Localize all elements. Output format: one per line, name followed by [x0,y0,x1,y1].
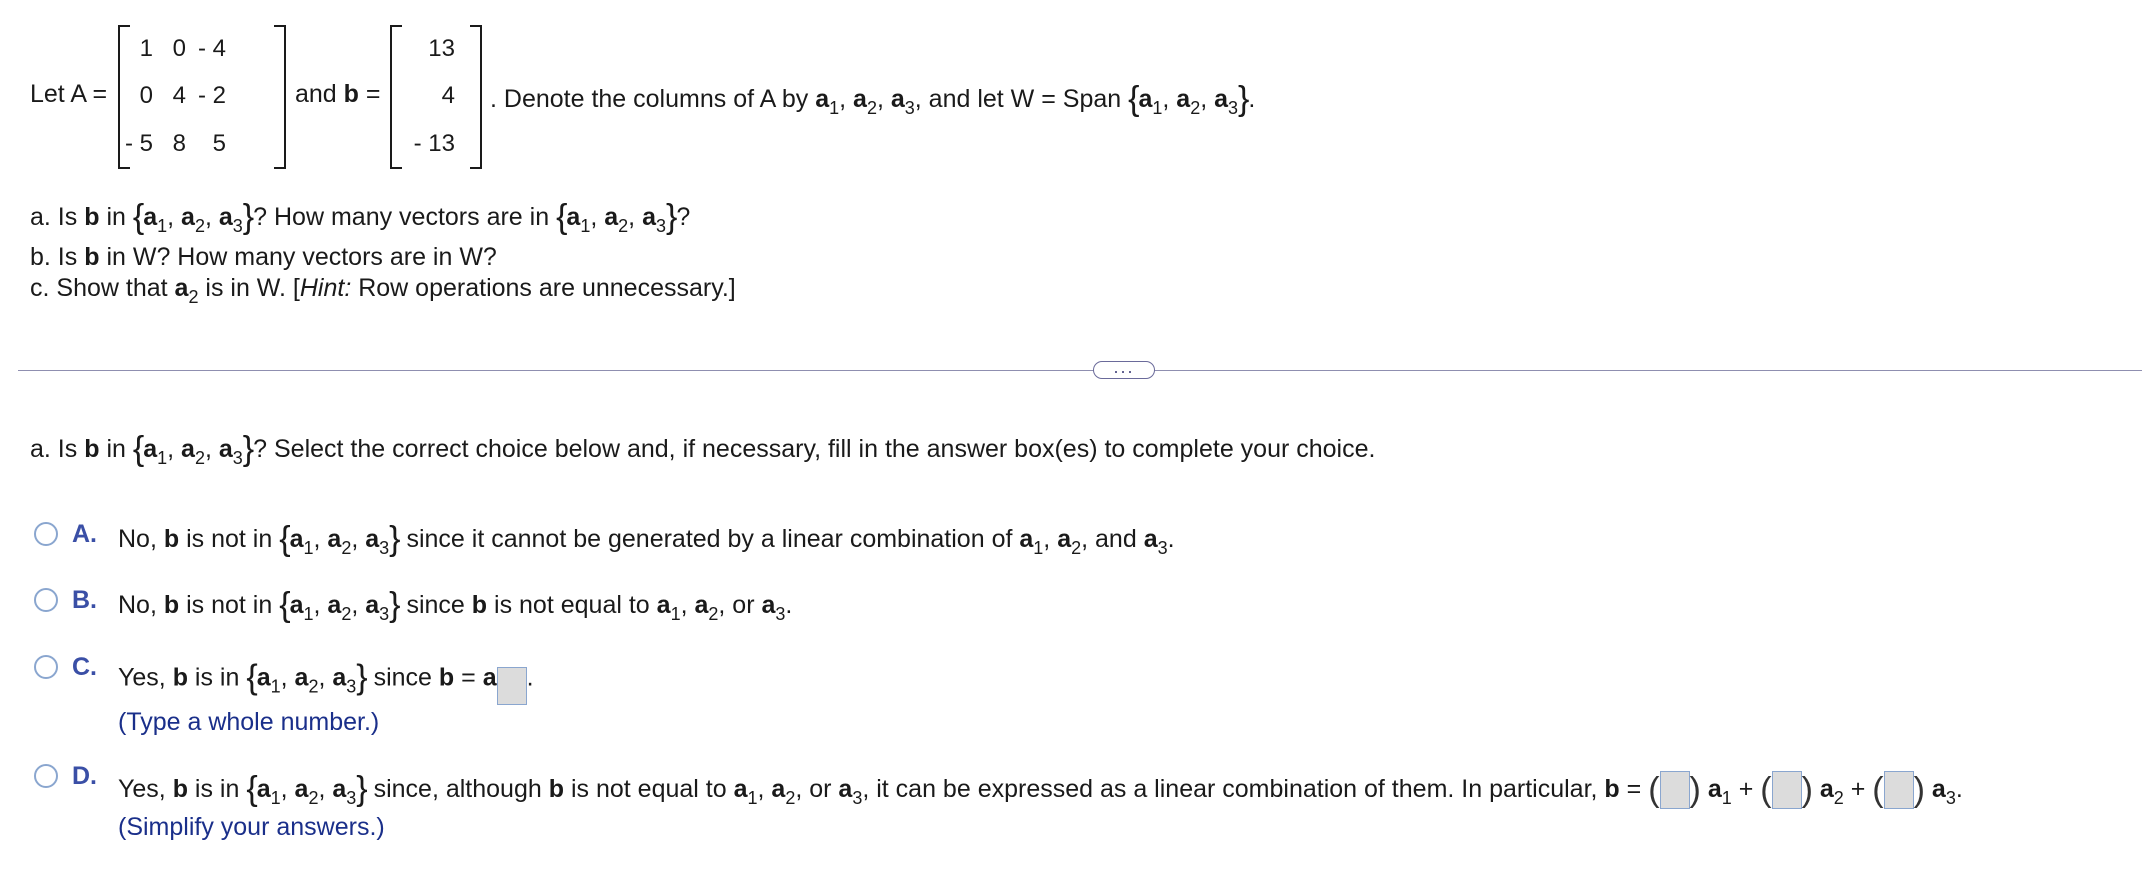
matrix-a-cell: 8 [172,130,186,157]
question-a: a. Is b in {$a_1$, $a_2$, $a_3$}? How many vectors are in {$a_1$, $a_2$, $a_3$}? [30,198,691,236]
matrix-a-cell: - 5 [124,130,153,157]
matrix-a-cell: - 2 [197,82,226,109]
choice-c-answer-box[interactable] [497,667,527,705]
matrix-a-cell: 0 [172,35,186,62]
choice-d-text: Yes, b is in {$a_1$, $a_2$, $a_3$} since, although b is not equal to $a_1$, $a_2$, or $a_3$, it can be expressed as a linear combination of them. In particular, b = ( ) $a_1$ + ( ) $a_2$ + ( ) $a_3$. [118,770,1963,809]
choice-b-text: No, b is not in {$a_1$, $a_2$, $a_3$} since b is not equal to $a_1$, $a_2$, or $a_3$. [118,586,793,624]
vector-b-cell: - 13 [413,130,455,157]
choice-a-radio[interactable] [34,522,58,546]
matrix-a-cell: 1 [139,35,153,62]
choice-d-hint: (Simplify your answers.) [118,813,385,841]
choice-b-letter: B. [72,586,97,614]
choice-c-hint: (Type a whole number.) [118,708,380,736]
vector-b-cell: 13 [428,35,455,62]
and-b-label: and b = [295,80,381,108]
choice-d-radio[interactable] [34,764,58,788]
matrix-a-cell: 4 [172,82,186,109]
choice-b-radio[interactable] [34,588,58,612]
matrix-a-cell: 0 [139,82,153,109]
question-b: b. Is b in W? How many vectors are in W? [30,243,497,271]
denote-columns-text: . Denote the columns of A by $a_1$, $a_2$, $a_3$, and let W = Span {$a_1$, $a_2$, $a_3$}. [490,80,1256,118]
choice-d-letter: D. [72,762,97,790]
vector-b-cell: 4 [441,82,455,109]
choice-d-coef-1-box[interactable] [1660,771,1690,809]
section-divider [18,370,2142,371]
expand-more-button[interactable]: ... [1093,361,1155,379]
let-a-label: Let A = [30,80,108,108]
matrix-a-cell: - 4 [197,35,226,62]
choice-d-coef-3-box[interactable] [1884,771,1914,809]
question-c: c. Show that $a_2$ is in W. [Hint: Row operations are unnecessary.] [30,274,736,307]
choice-d-coef-2-box[interactable] [1772,771,1802,809]
part-a-prompt: a. Is b in {$a_1$, $a_2$, $a_3$}? Select the correct choice below and, if necessary, fill in the answer box(es) to complete your choice. [30,430,1376,468]
matrix-a [118,25,286,169]
choice-c-text: Yes, b is in {$a_1$, $a_2$, $a_3$} since b = a . [118,653,534,705]
choice-a-letter: A. [72,520,97,548]
vector-b [390,25,482,169]
choice-c-letter: C. [72,653,97,681]
choice-c-radio[interactable] [34,655,58,679]
choice-a-text: No, b is not in {$a_1$, $a_2$, $a_3$} since it cannot be generated by a linear combination of $a_1$, $a_2$, and $a_3$. [118,520,1175,558]
matrix-a-cell: 5 [212,130,226,157]
